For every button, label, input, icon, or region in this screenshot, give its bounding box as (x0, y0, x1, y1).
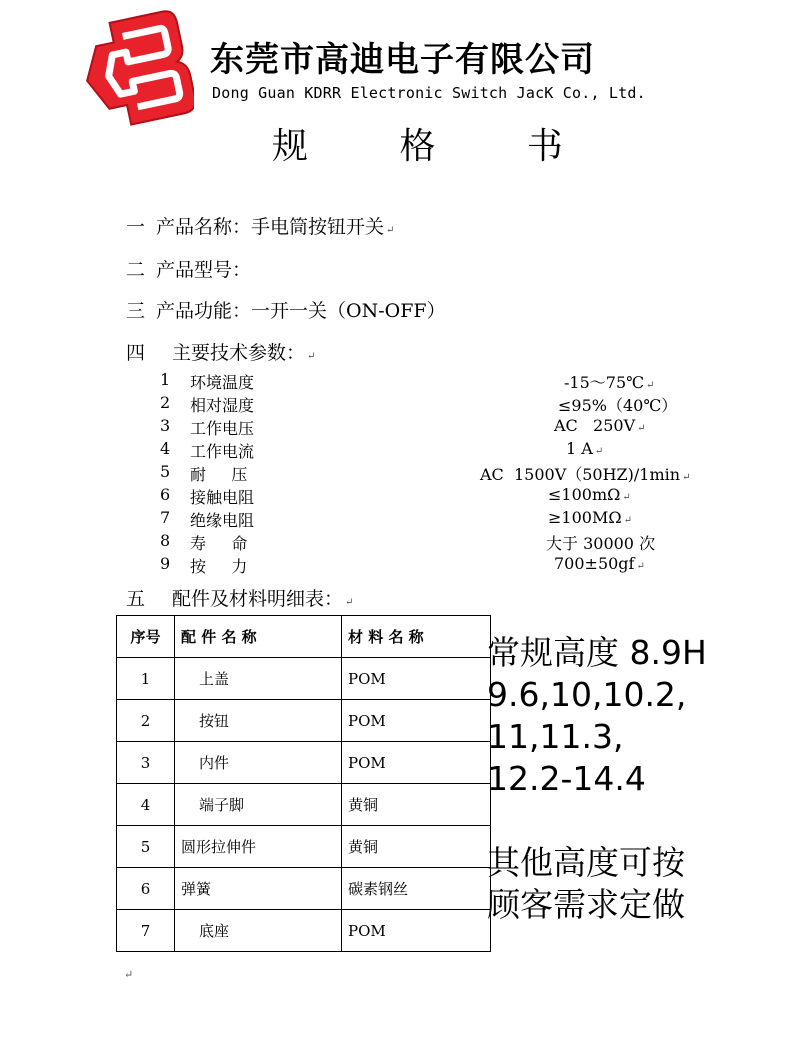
cell-index: 6 (117, 868, 175, 910)
cell-part-name: 按钮 (175, 700, 342, 742)
section-main-params: 四 主要技术参数： ↵ (126, 338, 315, 365)
param-label: 绝缘电阻 (190, 511, 255, 530)
param-row (160, 370, 720, 392)
table-row (117, 826, 491, 868)
cell-part-name: 弹簧 (175, 868, 342, 910)
param-row (160, 508, 720, 530)
header-index: 序号 (117, 616, 175, 658)
param-number: 2 (160, 393, 171, 412)
cell-index: 7 (117, 910, 175, 952)
custom-note-line: 其他高度可按 (487, 843, 685, 882)
param-label: 工作电流 (190, 442, 255, 461)
custom-height-note (487, 842, 787, 926)
cell-material: 黄铜 (342, 784, 491, 826)
param-row (160, 531, 720, 553)
cell-part-name: 上盖 (175, 658, 342, 700)
cell-material: 黄铜 (342, 826, 491, 868)
cell-material: POM (342, 700, 491, 742)
param-label: 接触电阻 (190, 488, 255, 507)
param-number: 9 (160, 554, 171, 573)
section-parts-list: 五 配件及材料明细表： ↵ (126, 584, 353, 611)
section-product-name: 一 产品名称：手电筒按钮开关 ↵ (126, 212, 394, 239)
company-name-en: Dong Guan KDRR Electronic Switch JacK Co., Ltd. (212, 84, 646, 102)
param-label: 耐 压 (190, 465, 248, 484)
custom-note-line: 顾客需求定做 (487, 885, 685, 924)
table-row (117, 742, 491, 784)
section-value: 一开一关（ON-OFF） (251, 300, 446, 322)
cell-index: 1 (117, 658, 175, 700)
cell-index: 5 (117, 826, 175, 868)
section-value: 手电筒按钮开关 (251, 216, 385, 238)
table-row (117, 868, 491, 910)
parts-table (116, 615, 491, 952)
section-product-model (126, 255, 251, 282)
param-number: 6 (160, 485, 171, 504)
cell-material: 碳素钢丝 (342, 868, 491, 910)
param-value: AC 1500V（50HZ)/1min ↵ (480, 465, 691, 484)
cell-index: 3 (117, 742, 175, 784)
table-row (117, 658, 491, 700)
cell-part-name: 底座 (175, 910, 342, 952)
height-note-line: 常规高度 8.9H (487, 633, 707, 672)
param-number: 8 (160, 531, 171, 550)
table-row (117, 910, 491, 952)
param-row (160, 554, 720, 576)
height-note-line: 11,11.3, (487, 717, 624, 756)
param-value: ≤95%（40℃） (558, 396, 678, 415)
cell-material: POM (342, 910, 491, 952)
param-number: 3 (160, 416, 171, 435)
param-row (160, 393, 720, 415)
paragraph-mark-icon: ↵ (124, 968, 134, 981)
section-label: 配件及材料明细表： (172, 588, 344, 610)
document-title: 规 格 书 (272, 126, 603, 167)
section-label: 主要技术参数： (172, 342, 306, 364)
param-value: -15～75℃ ↵ (564, 373, 655, 392)
cell-index: 4 (117, 784, 175, 826)
header-material: 材 料 名 称 (342, 616, 491, 658)
section-label: 产品名称： (156, 216, 252, 238)
company-logo-icon (82, 10, 194, 130)
param-label: 环境温度 (190, 373, 255, 392)
param-value: AC 250V ↵ (554, 416, 646, 435)
section-number: 二 (126, 259, 146, 281)
param-label: 按 力 (190, 557, 248, 576)
param-value: 1 A ↵ (566, 439, 604, 458)
cell-part-name: 内件 (175, 742, 342, 784)
param-label: 工作电压 (190, 419, 255, 438)
section-product-function (126, 296, 446, 323)
param-row (160, 462, 720, 484)
header-part-name: 配 件 名 称 (175, 616, 342, 658)
cell-part-name: 圆形拉伸件 (175, 826, 342, 868)
cell-material: POM (342, 742, 491, 784)
param-label: 相对湿度 (190, 396, 255, 415)
param-row (160, 416, 720, 438)
param-value: ≤100mΩ ↵ (548, 485, 631, 504)
height-note-line: 9.6,10,10.2, (487, 675, 687, 714)
param-number: 1 (160, 370, 171, 389)
section-label: 产品型号： (156, 259, 252, 281)
param-row (160, 439, 720, 461)
section-number: 五 (126, 588, 146, 610)
height-note-line: 12.2-14.4 (487, 759, 646, 798)
param-value: 700±50gf ↵ (554, 554, 645, 573)
company-name-cn: 东莞市高迪电子有限公司 (210, 40, 595, 80)
param-number: 7 (160, 508, 171, 527)
param-value: 大于 30000 次 (546, 534, 656, 553)
table-row (117, 784, 491, 826)
section-number: 一 (126, 216, 146, 238)
section-label: 产品功能： (156, 300, 252, 322)
section-number: 四 (126, 342, 146, 364)
height-note (487, 632, 787, 800)
cell-part-name: 端子脚 (175, 784, 342, 826)
param-row (160, 485, 720, 507)
param-number: 5 (160, 462, 171, 481)
table-header-row (117, 616, 491, 658)
section-number: 三 (126, 300, 146, 322)
cell-index: 2 (117, 700, 175, 742)
param-number: 4 (160, 439, 171, 458)
table-row (117, 700, 491, 742)
cell-material: POM (342, 658, 491, 700)
param-label: 寿 命 (190, 534, 248, 553)
param-value: ≥100MΩ ↵ (548, 508, 632, 527)
